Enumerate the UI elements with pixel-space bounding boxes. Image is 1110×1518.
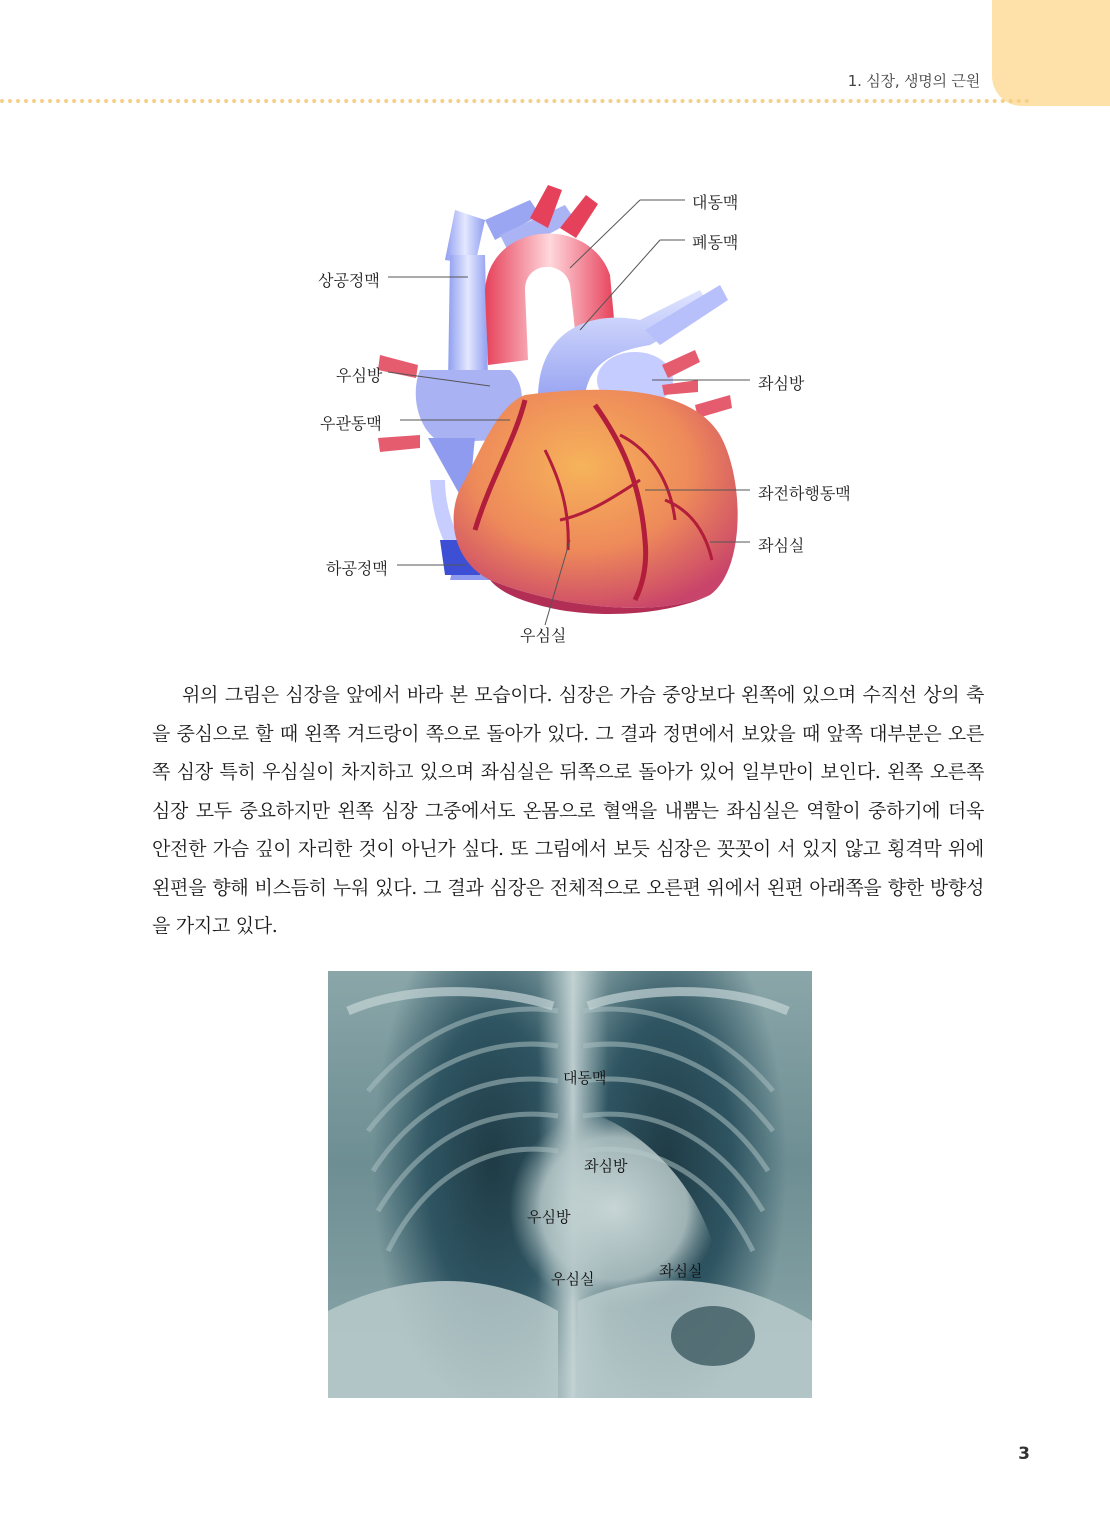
label-right-ventricle: 우심실 (520, 626, 567, 645)
corner-tab-decoration (992, 0, 1110, 106)
xray-label-right-atrium: 우심방 (527, 1208, 571, 1226)
label-aorta: 대동맥 (692, 193, 739, 212)
xray-drawing (328, 971, 812, 1398)
xray-label-left-atrium: 좌심방 (584, 1157, 628, 1175)
running-head: 1. 심장, 생명의 근원 (847, 72, 980, 90)
label-left-atrium: 좌심방 (758, 374, 805, 393)
label-right-atrium: 우심방 (336, 366, 383, 385)
label-left-ventricle: 좌심실 (758, 536, 805, 555)
label-inferior-vena-cava: 하공정맥 (326, 559, 388, 578)
page-number: 3 (1018, 1444, 1030, 1464)
label-right-coronary-artery: 우관동맥 (320, 414, 382, 433)
xray-label-right-ventricle: 우심실 (551, 1270, 595, 1288)
header-dotted-rule (0, 99, 1030, 103)
xray-label-left-ventricle: 좌심실 (659, 1262, 703, 1280)
label-pulmonary-artery: 폐동맥 (692, 233, 739, 252)
xray-label-aorta: 대동맥 (563, 1069, 607, 1087)
chest-xray-image (328, 971, 812, 1398)
label-superior-vena-cava: 상공정맥 (318, 271, 380, 290)
heart-illustration (300, 180, 880, 650)
heart-drawing (300, 180, 880, 650)
label-left-anterior-descending: 좌전하행동맥 (758, 484, 851, 503)
body-paragraph: 위의 그림은 심장을 앞에서 바라 본 모습이다. 심장은 가슴 중앙보다 왼쪽에 있으며 수직선 상의 축을 중심으로 할 때 왼쪽 겨드랑이 쪽으로 돌아가 있다. 그 결과 정면에서 보았을 때 앞쪽 대부분은 오른쪽 심장 특히 우심실이 차지하고 있으며 좌심실은 뒤쪽으로 돌아가 있어 일부만이 보인다. 왼쪽 오른쪽 심장 모두 중요하지만 왼쪽 심장 그중에서도 온몸으로 혈액을 내뿜는 좌심실은 역할이 중하기에 더욱 안전한 가슴 깊이 자리한 것이 아닌가 싶다. 또 그림에서 보듯 심장은 꼿꼿이 서 있지 않고 횡격막 위에 왼편을 향해 비스듬히 누워 있다. 그 결과 심장은 전체적으로 오른편 위에서 왼편 아래쪽을 향한 방향성을 가지고 있다. (152, 684, 984, 937)
